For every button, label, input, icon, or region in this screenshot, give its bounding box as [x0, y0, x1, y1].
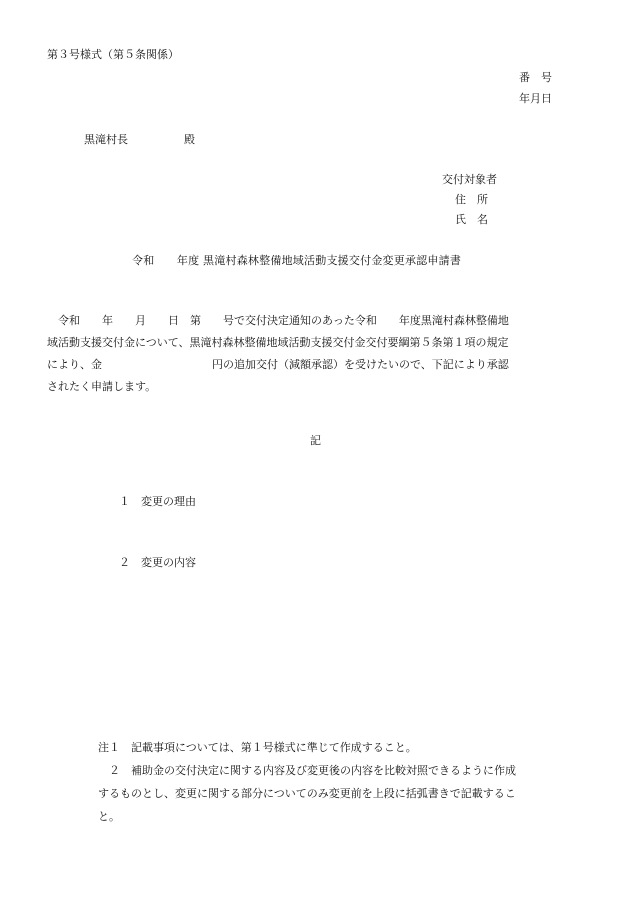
ki-heading: 記: [310, 434, 321, 447]
body-line: 域活動支援交付金について、黒滝村森林整備地域活動支援交付金交付要綱第５条第１項の規定: [47, 336, 509, 349]
note-line: 注１ 記載事項については、第１号様式に準じて作成すること。: [98, 741, 417, 754]
body-line: されたく申請します。: [47, 380, 157, 393]
applicant-label: 交付対象者: [442, 173, 497, 186]
body-paragraph: [47, 310, 587, 398]
addressee-honorific: 殿: [184, 133, 195, 146]
notes-block: [98, 736, 588, 828]
item-change-content: ２ 変更の内容: [119, 556, 196, 569]
addressee-name: 黒滝村長: [84, 133, 128, 146]
date-label: 年月日: [519, 92, 552, 105]
note-line: と。: [98, 810, 120, 823]
body-line: により、金 円の追加交付（減額承認）を受けたいので、下記により承認: [47, 358, 509, 371]
applicant-name-label: 氏 名: [455, 213, 488, 226]
applicant-address-label: 住 所: [455, 193, 488, 206]
item-change-reason: １ 変更の理由: [119, 495, 196, 508]
body-line: 令和 年 月 日 第 号で交付決定通知のあった令和 年度黒滝村森林整備地: [47, 314, 509, 327]
number-label: 番 号: [519, 71, 552, 84]
note-line: ２ 補助金の交付決定に関する内容及び変更後の内容を比較対照できるように作成: [98, 764, 516, 777]
document-title: 令和 年度 黒滝村森林整備地域活動支援交付金変更承認申請書: [132, 254, 462, 267]
note-line: するものとし、変更に関する部分についてのみ変更前を上段に括弧書きで記載するこ: [98, 787, 516, 800]
form-label: 第３号様式（第５条関係）: [47, 48, 179, 61]
